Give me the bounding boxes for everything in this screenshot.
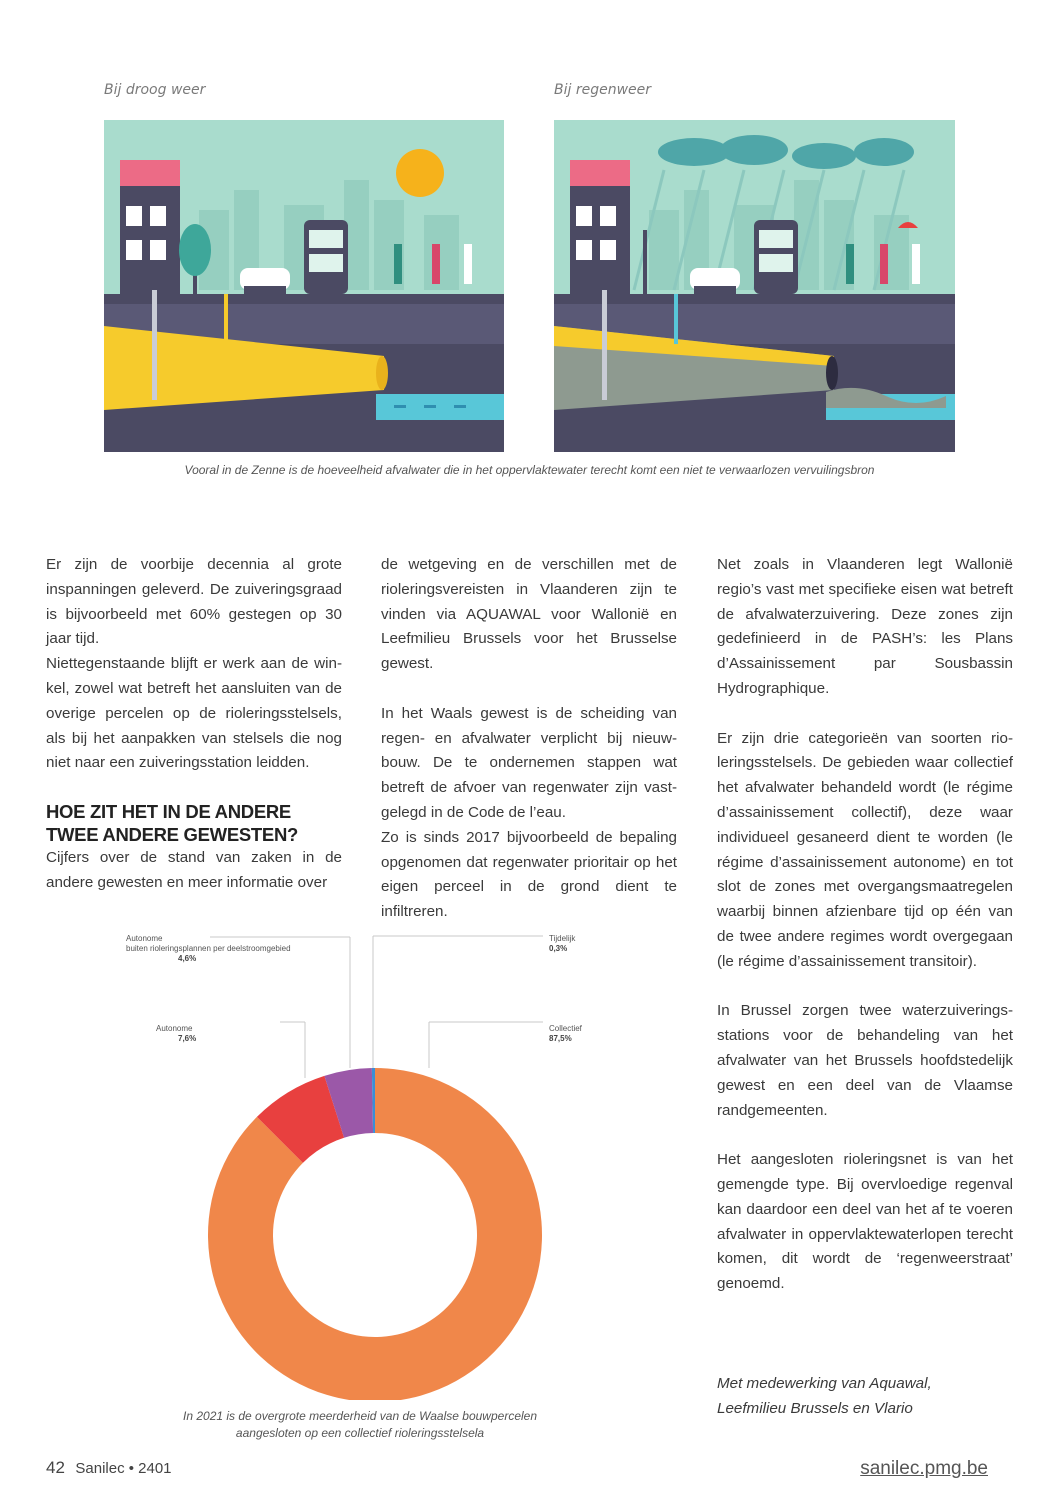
- article-column-3: [717, 553, 1013, 1297]
- website-link[interactable]: sanilec.pmg.be: [860, 1458, 988, 1479]
- rain-weather-label: Bij regenweer: [554, 82, 652, 98]
- caption-line: In 2021 is de overgrote meerderheid van de Waalse bouwpercelen: [183, 1409, 537, 1423]
- segment-label: Tijdelijk: [549, 934, 576, 943]
- paragraph: In Brussel zorgen twee waterzuiveringsstations voor de behandeling van het afvalwater van het Brussels hoofdstedelijk gewest en een deel van de Vlaamse randgemeenten.: [717, 1002, 1013, 1119]
- section-heading: HOE ZIT HET IN DE ANDERE TWEE ANDERE GEWESTEN?: [46, 801, 299, 846]
- segment-label: buiten rioleringsplannen per deelstroomgebied: [126, 944, 291, 953]
- footer-left: [46, 1458, 172, 1478]
- donut-chart: [100, 920, 620, 1400]
- segment-label: Autonome: [126, 934, 163, 943]
- caption-line: aangesloten op een collectief rioleringsstelsela: [235, 1426, 485, 1440]
- paragraph: In het Waals gewest is de scheiding van regen- en afvalwater verplicht bij nieuwbouw. De te ondernemen stappen wat betreft de afvoer van regenwater zijn vastgelegd in de Code de l’eau.: [381, 704, 677, 821]
- paragraph: Cijfers over de stand van zaken in de andere gewesten en meer informatie over: [46, 849, 342, 891]
- credit-note: [717, 1372, 932, 1422]
- segment-value: 0,3%: [549, 944, 568, 953]
- segment-value: 7,6%: [178, 1034, 197, 1043]
- paragraph: Het aangesloten rioleringsnet is van het gemengde type. Bij overvloedige regenval kan daardoor een deel van het af te voeren afvalwater in oppervlaktewaterlopen terecht komen, dit wordt de ‘regenweerstraat’ genoemd.: [717, 1151, 1013, 1293]
- paragraph: Er zijn de voorbije decennia al grote inspanningen geleverd. De zuiveringsgraad is bijvoorbeeld met 60% gestegen op 30 jaar tijd.: [46, 556, 342, 648]
- dry-weather-illustration: [104, 120, 504, 452]
- article-column-2: [381, 553, 677, 925]
- label-autonome-buiten: [126, 934, 291, 964]
- page-number: 42: [46, 1458, 65, 1477]
- publication-issue: Sanilec • 2401: [75, 1460, 172, 1477]
- credit-line: Met medewerking van Aquawal,: [717, 1375, 932, 1392]
- label-collectief: [549, 1024, 582, 1044]
- paragraph: Er zijn drie categorieën van soorten rioleringsstelsels. De gebieden waar collectief het afvalwater behandeld wordt (le régime d’assainissement collectif), deze waar individueel gesaneerd dient te worden (le régime d’assainissement autonome) en tot slot de zones met overgangsmaatregelen waarbij binnen afzienbare tijd op één van de twee andere regimes wordt overgegaan (le régime d’assainissement transitoir).: [717, 729, 1013, 970]
- label-tijdelijk: [549, 934, 575, 954]
- rain-weather-illustration: [554, 120, 955, 452]
- dry-weather-label: Bij droog weer: [104, 82, 206, 98]
- segment-label: Autonome: [156, 1024, 193, 1033]
- segment-value: 4,6%: [178, 954, 197, 963]
- article-column-1: [46, 553, 342, 896]
- illustration-caption: Vooral in de Zenne is de hoeveelheid afvalwater die in het oppervlaktewater terecht komt een niet te verwaarlozen vervuilingsbron: [184, 463, 875, 477]
- paragraph: de wetgeving en de verschillen met de rioleringsvereisten in Vlaanderen zijn te vinden via AQUAWAL voor Wallonië en Leefmilieu Brussels voor het Brusselse gewest.: [381, 556, 677, 673]
- paragraph: Niettegenstaande blijft er werk aan de winkel, zowel wat betreft het aansluiten van de overige percelen op de rioleringsstelsels, als bij het aanpakken van stelsels die nog niet naar een zuiveringsstation leidden.: [46, 655, 342, 772]
- chart-caption: [140, 1408, 580, 1442]
- segment-label: Collectief: [549, 1024, 582, 1033]
- donut-chart-svg: [100, 920, 620, 1400]
- paragraph: Zo is sinds 2017 bijvoorbeeld de bepaling opgenomen dat regenwater prioritair op het eigen perceel in de grond dient te infiltreren.: [381, 828, 677, 921]
- credit-line: Leefmilieu Brussels en Vlario: [717, 1399, 913, 1417]
- paragraph: Net zoals in Vlaanderen legt Wallonië regio’s vast met specifieke eisen wat betreft de afvalwaterzuivering. Deze zones zijn gedefinieerd in de PASH’s: les Plans d’Assainissement par Sousbassin Hydrographique.: [717, 556, 1013, 697]
- label-autonome: [156, 1024, 196, 1044]
- segment-value: 87,5%: [549, 1034, 572, 1043]
